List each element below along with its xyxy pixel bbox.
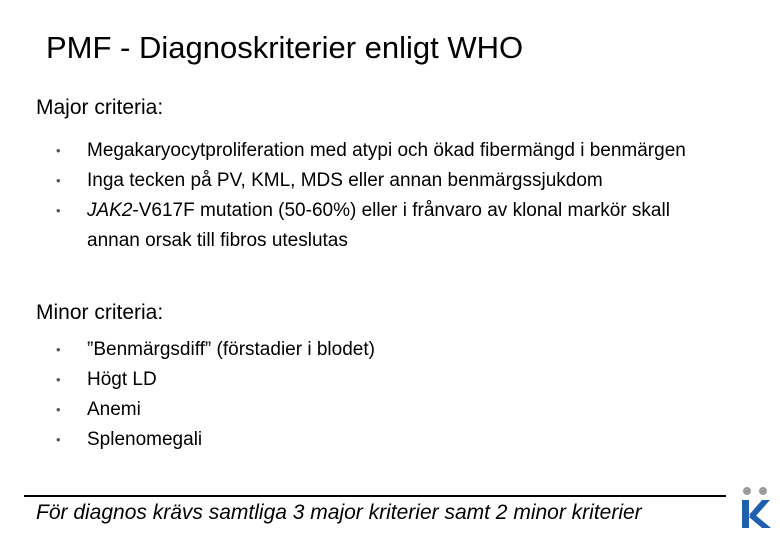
major-item-text: -V617F mutation (50-60%) eller i frånvaro av klonal markör skall annan orsak till fibros uteslutas [87, 200, 670, 251]
minor-criteria-heading: Minor criteria: [36, 301, 164, 324]
logo-k-stem [742, 500, 749, 528]
bullet-icon: • [56, 203, 61, 218]
major-criteria-list [56, 136, 696, 256]
bullet-icon: • [56, 372, 61, 387]
major-criteria-heading: Major criteria: [36, 96, 164, 119]
bullet-icon: • [56, 432, 61, 447]
minor-item-text: Splenomegali [87, 429, 203, 450]
logo-k-arm-lower [749, 513, 771, 528]
list-item [56, 335, 696, 365]
footer-divider [24, 495, 726, 497]
logo-dot-right [759, 487, 767, 495]
logo-dot-left [743, 487, 751, 495]
list-item [56, 196, 696, 256]
list-item [56, 136, 696, 166]
bullet-icon: • [56, 342, 61, 357]
minor-criteria-list [56, 335, 696, 455]
minor-item-text: Anemi [87, 399, 141, 420]
bullet-icon: • [56, 173, 61, 188]
major-item-text: Megakaryocytproliferation med atypi och ökad fibermängd i benmärgen [87, 140, 686, 161]
minor-item-text: Högt LD [87, 369, 157, 390]
logo-icon [738, 486, 772, 530]
major-item-text: Inga tecken på PV, KML, MDS eller annan benmärgssjukdom [87, 170, 603, 191]
gene-name-italic: JAK2 [87, 200, 133, 221]
bullet-icon: • [56, 402, 61, 417]
list-item [56, 425, 696, 455]
list-item [56, 365, 696, 395]
footer-note: För diagnos krävs samtliga 3 major kriterier samt 2 minor kriterier [36, 501, 642, 524]
bullet-icon: • [56, 143, 61, 158]
list-item [56, 395, 696, 425]
minor-item-text: ”Benmärgsdiff” (förstadier i blodet) [87, 339, 375, 360]
slide-title: PMF - Diagnoskriterier enligt WHO [46, 30, 524, 65]
list-item [56, 166, 696, 196]
